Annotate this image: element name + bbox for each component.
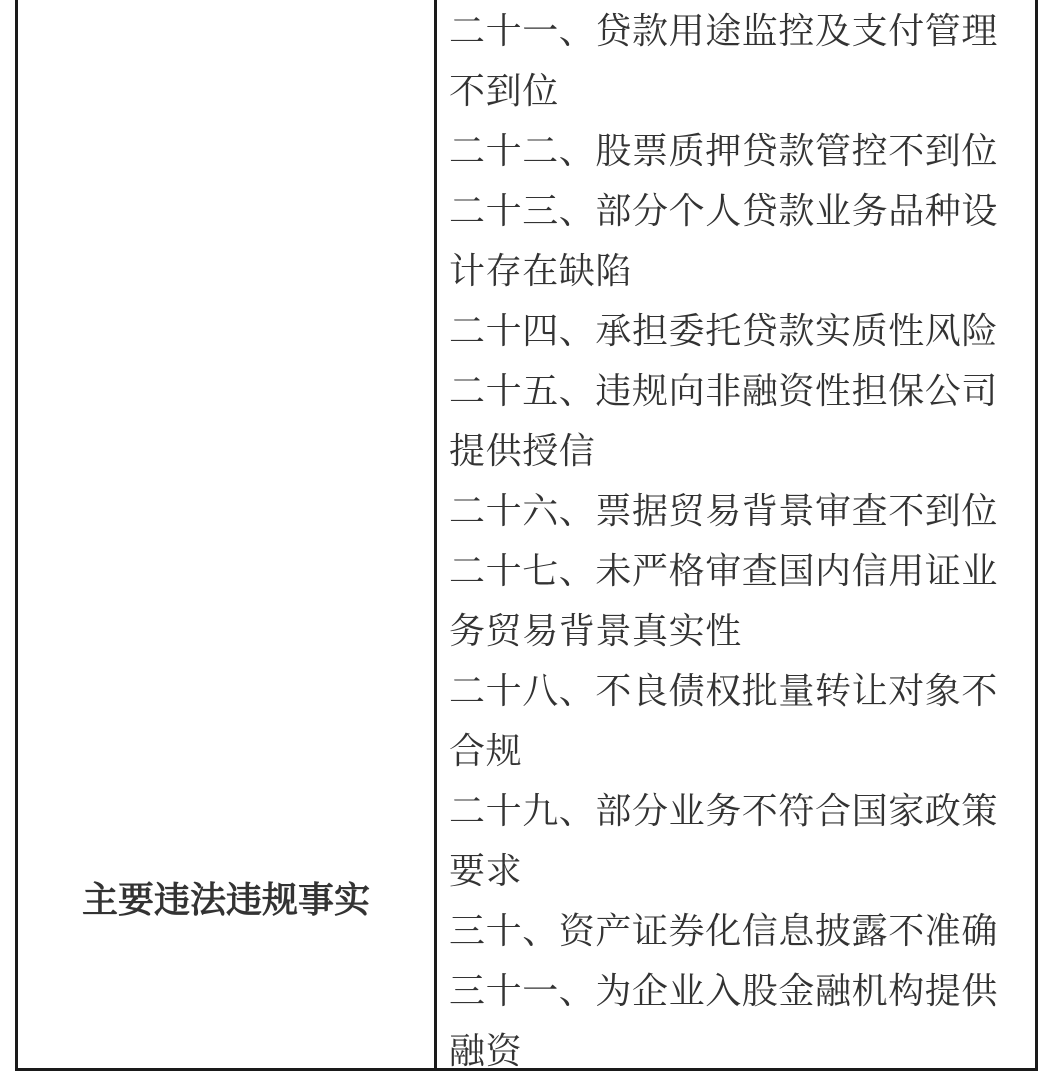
violation-item: 二十四、承担委托贷款实质性风险 — [449, 311, 999, 352]
violation-item: 二十六、票据贸易背景审查不到位 — [449, 491, 999, 532]
violation-item: 二十七、未严格审查国内信用证业务贸易背景真实性 — [449, 551, 999, 652]
violation-list — [449, 2, 1031, 1082]
violation-item: 二十五、违规向非融资性担保公司提供授信 — [449, 371, 999, 472]
violation-item: 二十二、股票质押贷款管控不到位 — [449, 131, 999, 172]
content-cell — [437, 0, 1035, 1072]
table-border-right — [1035, 0, 1038, 1071]
violation-item: 二十一、贷款用途监控及支付管理不到位 — [449, 11, 999, 112]
violation-item: 二十九、部分业务不符合国家政策要求 — [449, 791, 999, 892]
violation-item: 二十八、不良债权批量转让对象不合规 — [449, 671, 999, 772]
violation-item: 二十三、部分个人贷款业务品种设计存在缺陷 — [449, 191, 999, 292]
row-label: 主要违法违规事实 — [81, 880, 370, 921]
violation-item: 三十、资产证券化信息披露不准确 — [449, 911, 999, 952]
violation-item: 三十一、为企业入股金融机构提供融资 — [449, 971, 999, 1072]
label-cell — [18, 0, 434, 1068]
